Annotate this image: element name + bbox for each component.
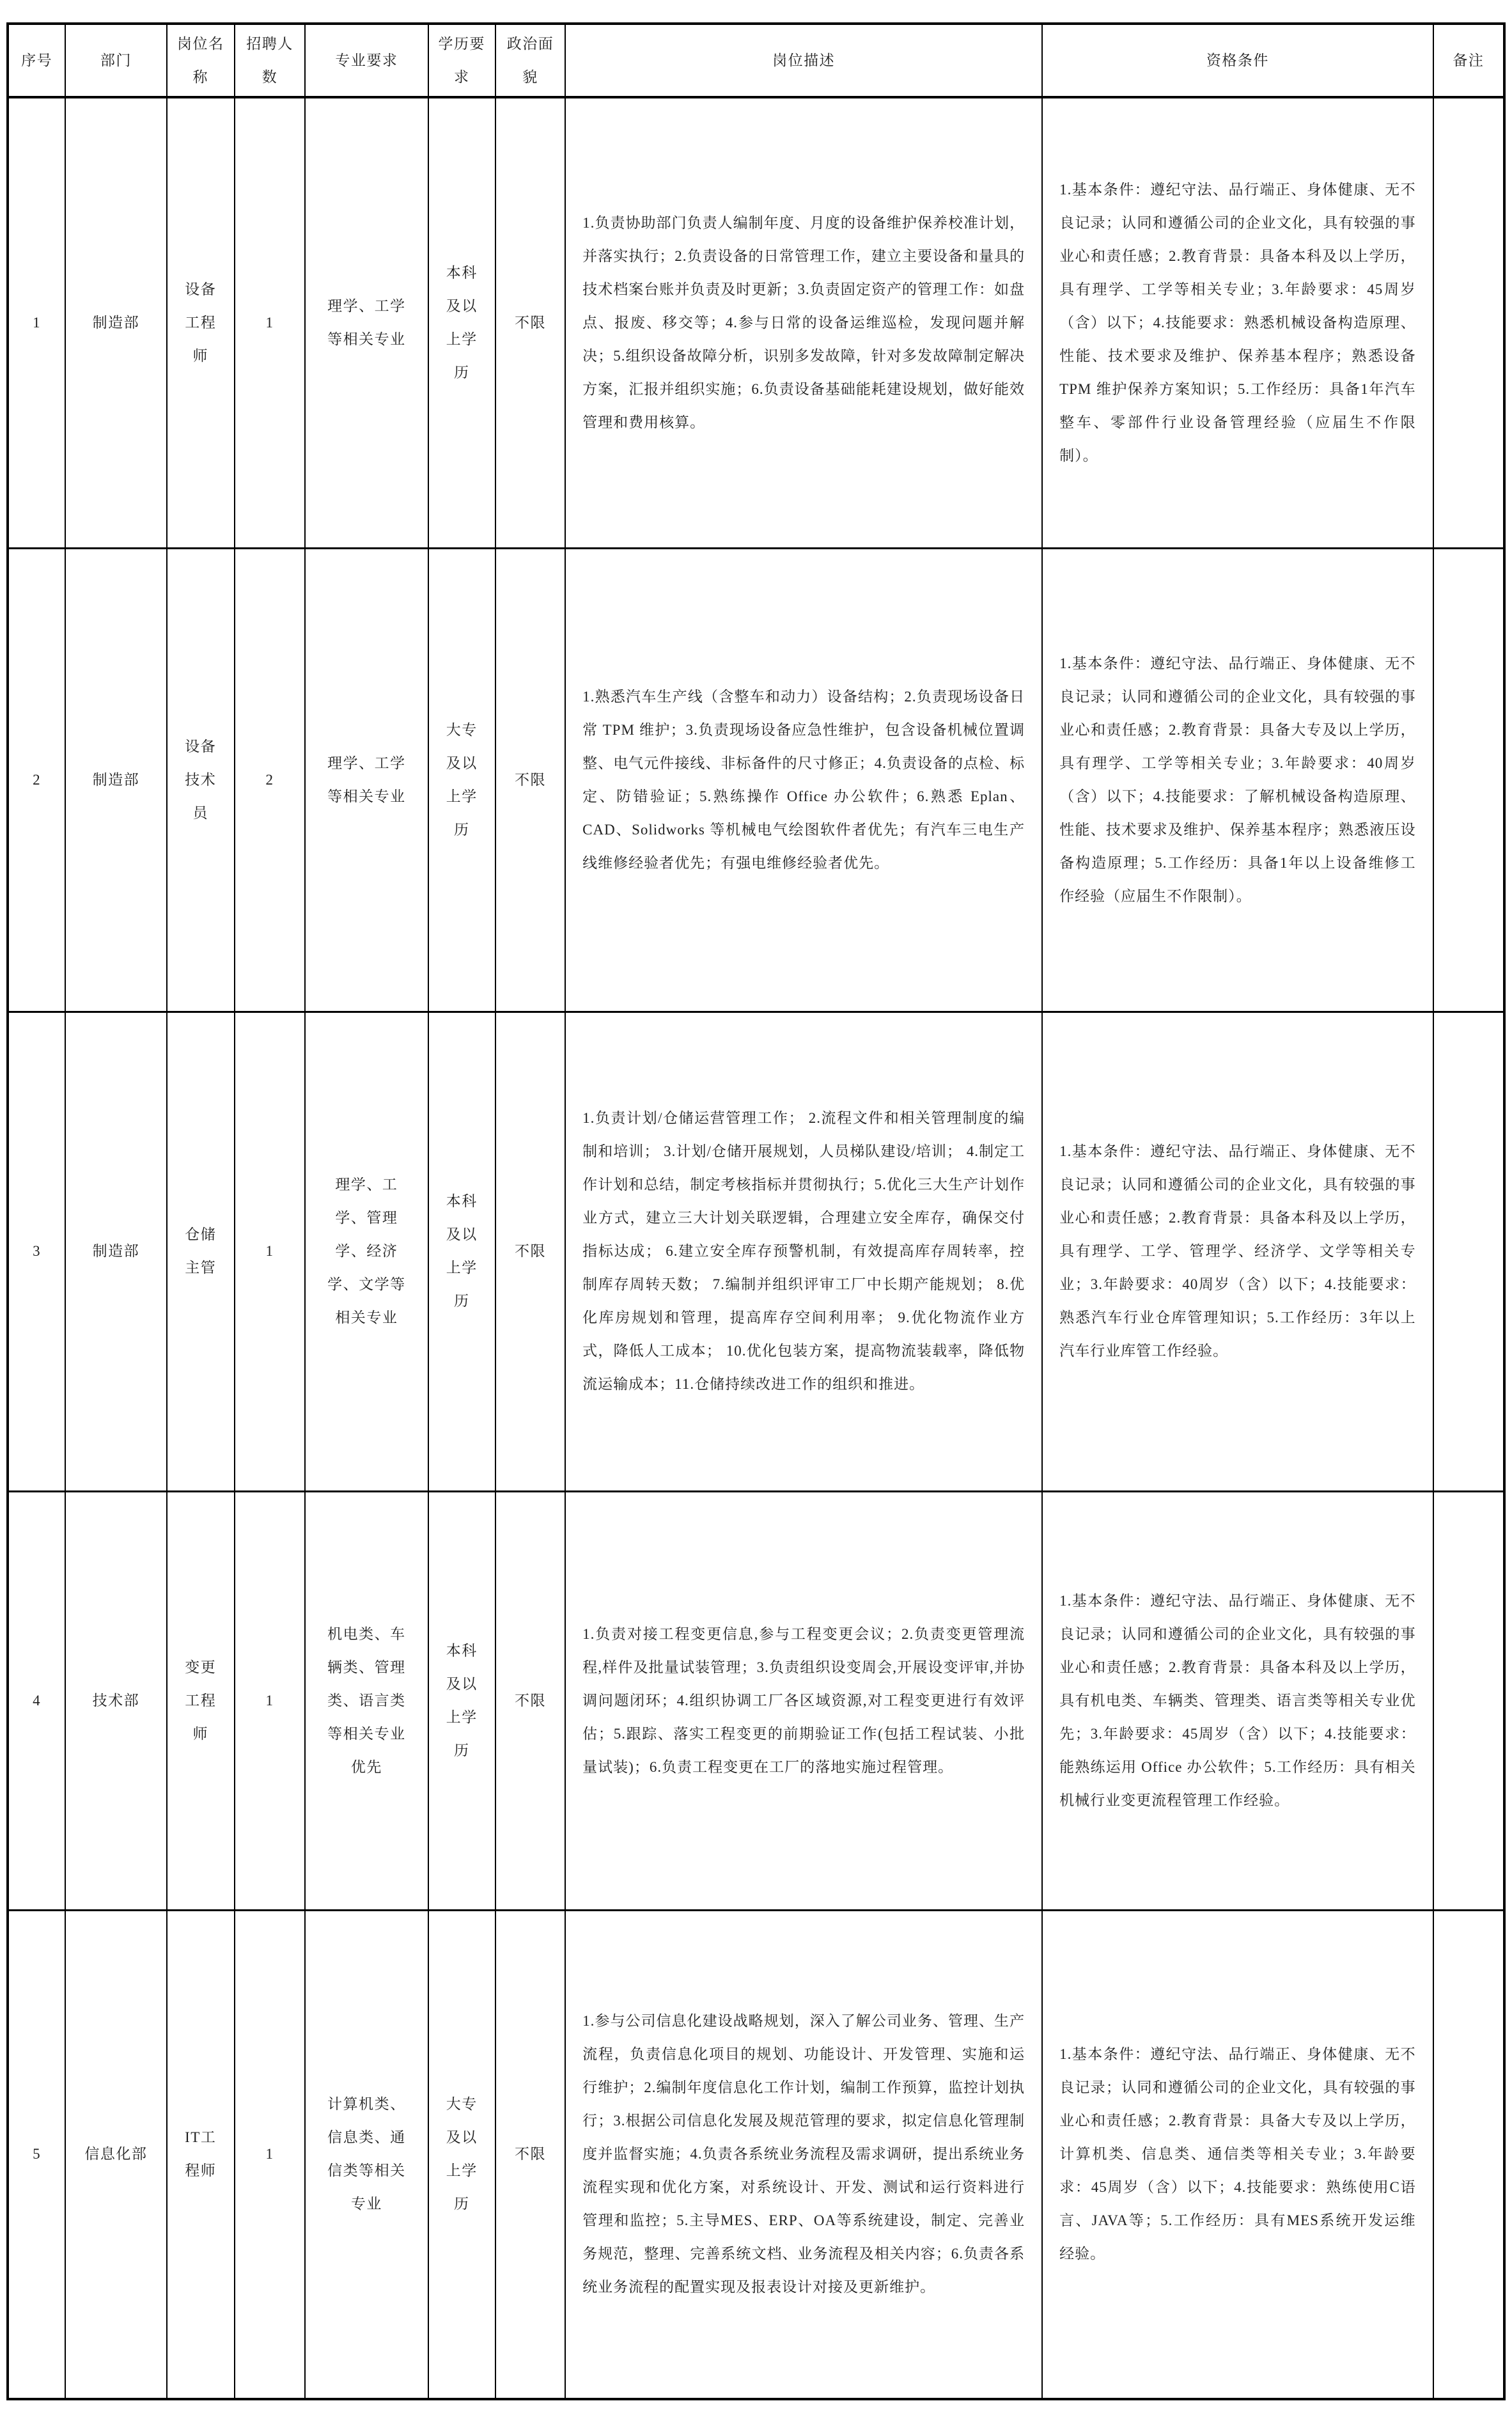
cell-department: 技术部 bbox=[65, 1491, 166, 1910]
cell-department: 制造部 bbox=[65, 97, 166, 548]
cell-major: 理学、工学、管理学、经济学、文学等相关专业 bbox=[305, 1012, 428, 1491]
header-seq: 序号 bbox=[8, 24, 65, 97]
cell-education: 本科及以上学历 bbox=[428, 1012, 495, 1491]
cell-position: 设备技术员 bbox=[167, 548, 235, 1012]
cell-headcount: 1 bbox=[235, 1012, 305, 1491]
cell-qualifications: 1.基本条件：遵纪守法、品行端正、身体健康、无不良记录；认同和遵循公司的企业文化，具有较强的事业心和责任感；2.教育背景：具备大专及以上学历，具有理学、工学等相关专业；3.年龄要求：40周岁（含）以下；4.技能要求：了解机械设备构造原理、性能、技术要求及维护、保养基本程序；熟悉液压设备构造原理；5.工作经历：具备1年以上设备维修工作经验（应届生不作限制）。 bbox=[1042, 548, 1433, 1012]
cell-remark bbox=[1433, 548, 1504, 1012]
cell-headcount: 2 bbox=[235, 548, 305, 1012]
header-qualifications: 资格条件 bbox=[1042, 24, 1433, 97]
header-position: 岗位名称 bbox=[167, 24, 235, 97]
cell-headcount: 1 bbox=[235, 97, 305, 548]
cell-seq: 5 bbox=[8, 1910, 65, 2399]
table-row bbox=[8, 1012, 1504, 1491]
table-row bbox=[8, 1910, 1504, 2399]
cell-remark bbox=[1433, 97, 1504, 548]
cell-position: 设备工程师 bbox=[167, 97, 235, 548]
cell-political-status: 不限 bbox=[495, 1910, 565, 2399]
cell-job-description: 1.负责计划/仓储运营管理工作； 2.流程文件和相关管理制度的编制和培训； 3.计划/仓储开展规划，人员梯队建设/培训； 4.制定工作计划和总结，制定考核指标并贯彻执行；5.优化三大生产计划作业方式，建立三大计划关联逻辑，合理建立安全库存，确保交付指标达成； 6.建立安全库存预警机制，有效提高库存周转率，控制库存周转天数； 7.编制并组织评审工厂中长期产能规划； 8.优化库房规划和管理，提高库存空间利用率； 9.优化物流作业方式，降低人工成本； 10.优化包装方案，提高物流装载率，降低物流运输成本；11.仓储持续改进工作的组织和推进。 bbox=[565, 1012, 1042, 1491]
header-education: 学历要求 bbox=[428, 24, 495, 97]
cell-department: 制造部 bbox=[65, 1012, 166, 1491]
header-job-description: 岗位描述 bbox=[565, 24, 1042, 97]
cell-qualifications: 1.基本条件：遵纪守法、品行端正、身体健康、无不良记录；认同和遵循公司的企业文化，具有较强的事业心和责任感；2.教育背景：具备大专及以上学历，计算机类、信息类、通信类等相关专业；3.年龄要求：45周岁（含）以下；4.技能要求：熟练使用C语言、JAVA等；5.工作经历：具有MES系统开发运维经验。 bbox=[1042, 1910, 1433, 2399]
cell-education: 本科及以上学历 bbox=[428, 97, 495, 548]
cell-political-status: 不限 bbox=[495, 548, 565, 1012]
cell-headcount: 1 bbox=[235, 1910, 305, 2399]
table-row bbox=[8, 1491, 1504, 1910]
header-remark: 备注 bbox=[1433, 24, 1504, 97]
cell-political-status: 不限 bbox=[495, 1012, 565, 1491]
cell-position: 仓储主管 bbox=[167, 1012, 235, 1491]
cell-seq: 4 bbox=[8, 1491, 65, 1910]
cell-job-description: 1.熟悉汽车生产线（含整车和动力）设备结构；2.负责现场设备日常 TPM 维护；3.负责现场设备应急性维护，包含设备机械位置调整、电气元件接线、非标备件的尺寸修正；4.负责设备的点检、标定、防错验证；5.熟练操作 Office 办公软件；6.熟悉 Eplan、CAD、Solidworks 等机械电气绘图软件者优先；有汽车三电生产线维修经验者优先；有强电维修经验者优先。 bbox=[565, 548, 1042, 1012]
cell-department: 制造部 bbox=[65, 548, 166, 1012]
cell-major: 计算机类、信息类、通信类等相关专业 bbox=[305, 1910, 428, 2399]
cell-education: 本科及以上学历 bbox=[428, 1491, 495, 1910]
cell-qualifications: 1.基本条件：遵纪守法、品行端正、身体健康、无不良记录；认同和遵循公司的企业文化，具有较强的事业心和责任感；2.教育背景：具备本科及以上学历，具有理学、工学等相关专业；3.年龄要求：45周岁（含）以下；4.技能要求：熟悉机械设备构造原理、性能、技术要求及维护、保养基本程序；熟悉设备 TPM 维护保养方案知识；5.工作经历：具备1年汽车整车、零部件行业设备管理经验（应届生不作限制）。 bbox=[1042, 97, 1433, 548]
cell-job-description: 1.参与公司信息化建设战略规划，深入了解公司业务、管理、生产流程，负责信息化项目的规划、功能设计、开发管理、实施和运行维护；2.编制年度信息化工作计划，编制工作预算，监控计划执行；3.根据公司信息化发展及规范管理的要求，拟定信息化管理制度并监督实施；4.负责各系统业务流程及需求调研，提出系统业务流程实现和优化方案，对系统设计、开发、测试和运行资料进行管理和监控；5.主导MES、ERP、OA等系统建设，制定、完善业务规范，整理、完善系统文档、业务流程及相关内容；6.负责各系统业务流程的配置实现及报表设计对接及更新维护。 bbox=[565, 1910, 1042, 2399]
cell-job-description: 1.负责对接工程变更信息,参与工程变更会议；2.负责变更管理流程,样件及批量试装管理；3.负责组织设变周会,开展设变评审,并协调问题闭环；4.组织协调工厂各区域资源,对工程变更进行有效评估；5.跟踪、落实工程变更的前期验证工作(包括工程试装、小批量试装)；6.负责工程变更在工厂的落地实施过程管理。 bbox=[565, 1491, 1042, 1910]
cell-education: 大专及以上学历 bbox=[428, 1910, 495, 2399]
cell-seq: 1 bbox=[8, 97, 65, 548]
cell-department: 信息化部 bbox=[65, 1910, 166, 2399]
cell-political-status: 不限 bbox=[495, 97, 565, 548]
cell-major: 理学、工学等相关专业 bbox=[305, 548, 428, 1012]
cell-headcount: 1 bbox=[235, 1491, 305, 1910]
cell-major: 机电类、车辆类、管理类、语言类等相关专业优先 bbox=[305, 1491, 428, 1910]
job-postings-table bbox=[6, 22, 1506, 2400]
cell-education: 大专及以上学历 bbox=[428, 548, 495, 1012]
table-row bbox=[8, 548, 1504, 1012]
cell-qualifications: 1.基本条件：遵纪守法、品行端正、身体健康、无不良记录；认同和遵循公司的企业文化，具有较强的事业心和责任感；2.教育背景：具备本科及以上学历，具有理学、工学、管理学、经济学、文学等相关专业；3.年龄要求：40周岁（含）以下；4.技能要求：熟悉汽车行业仓库管理知识；5.工作经历：3年以上汽车行业库管工作经验。 bbox=[1042, 1012, 1433, 1491]
cell-remark bbox=[1433, 1491, 1504, 1910]
header-row bbox=[8, 24, 1504, 97]
cell-qualifications: 1.基本条件：遵纪守法、品行端正、身体健康、无不良记录；认同和遵循公司的企业文化，具有较强的事业心和责任感；2.教育背景：具备本科及以上学历，具有机电类、车辆类、管理类、语言类等相关专业优先；3.年龄要求：45周岁（含）以下；4.技能要求：能熟练运用 Office 办公软件；5.工作经历：具有相关机械行业变更流程管理工作经验。 bbox=[1042, 1491, 1433, 1910]
cell-seq: 3 bbox=[8, 1012, 65, 1491]
cell-major: 理学、工学等相关专业 bbox=[305, 97, 428, 548]
cell-political-status: 不限 bbox=[495, 1491, 565, 1910]
header-major: 专业要求 bbox=[305, 24, 428, 97]
cell-position: 变更工程师 bbox=[167, 1491, 235, 1910]
cell-remark bbox=[1433, 1012, 1504, 1491]
header-political-status: 政治面貌 bbox=[495, 24, 565, 97]
header-headcount: 招聘人数 bbox=[235, 24, 305, 97]
cell-remark bbox=[1433, 1910, 1504, 2399]
table-row bbox=[8, 97, 1504, 548]
cell-job-description: 1.负责协助部门负责人编制年度、月度的设备维护保养校准计划，并落实执行；2.负责设备的日常管理工作，建立主要设备和量具的技术档案台账并负责及时更新；3.负责固定资产的管理工作：如盘点、报废、移交等；4.参与日常的设备运维巡检，发现问题并解决；5.组织设备故障分析，识别多发故障，针对多发故障制定解决方案，汇报并组织实施；6.负责设备基础能耗建设规划，做好能效管理和费用核算。 bbox=[565, 97, 1042, 548]
cell-seq: 2 bbox=[8, 548, 65, 1012]
cell-position: IT工程师 bbox=[167, 1910, 235, 2399]
header-department: 部门 bbox=[65, 24, 166, 97]
